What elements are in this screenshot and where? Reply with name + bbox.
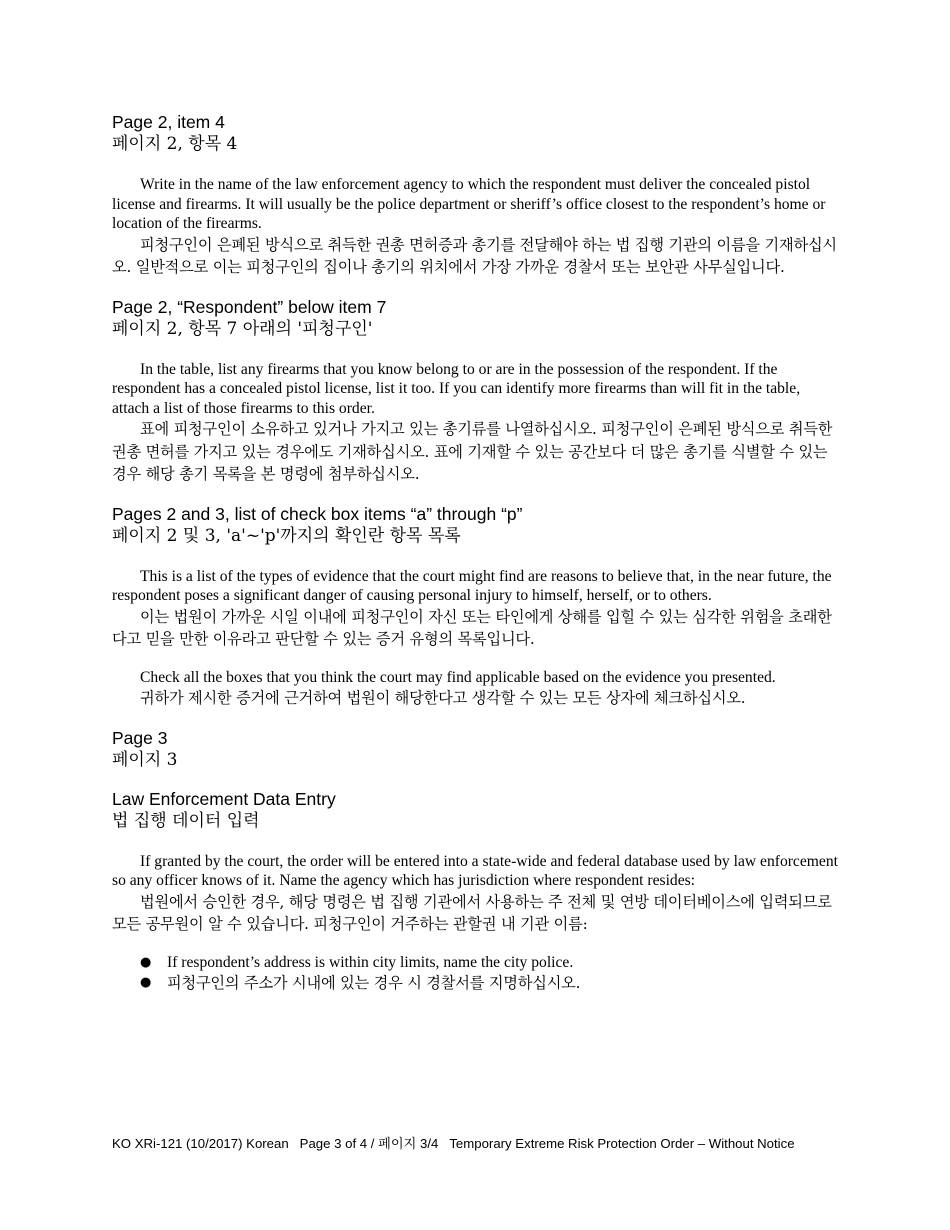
section-checkbox-items [112,504,840,710]
paragraph-en: If granted by the court, the order will be entered into a state-wide and federal database used by law enforcement so any officer knows of it. Name the agency which has jurisdiction where respondent resides: [112,852,838,889]
paragraph-en: In the table, list any firearms that you know belong to or are in the possession of the respondent. If the respondent has a concealed pistol license, list it too. If you can identify more firearms than will fit in the table, attach a list of those firearms to this order. [112,360,801,417]
heading-en: Page 2, item 4 [112,112,225,132]
heading-ko: 페이지 2, 항목 7 아래의 '피청구인' [112,318,373,339]
heading-ko: 페이지 2 및 3, 'a'~'p'까지의 확인란 항목 목록 [112,525,461,546]
heading-ko: 페이지 2, 항목 4 [112,134,238,154]
heading-en: Page 3 [112,727,168,748]
bullet-list [112,953,840,995]
paragraph-en: Check all the boxes that you think the court may find applicable based on the evidence you presented. [140,668,776,686]
page-footer [112,1133,840,1152]
paragraph-ko: 표에 피청구인이 소유하고 있거나 가지고 있는 총기류를 나열하십시오. 피청구인이 은폐된 방식으로 취득한 권총 면허를 가지고 있는 경우에도 기재하십시오. 표에 기재할 수 있는 공간보다 더 많은 총기를 식별할 수 있는 경우 해당 총기 목록을 본 명령에 첨부하십시오. [112,420,833,483]
section-law-enforcement [112,789,840,995]
heading-ko: 페이지 3 [112,749,178,770]
heading-en: Pages 2 and 3, list of check box items “a” through “p” [112,503,523,524]
list-item [112,972,840,995]
list-item-text: If respondent’s address is within city limits, name the city police. [167,953,574,971]
paragraph-ko: 귀하가 제시한 증거에 근거하여 법원이 해당한다고 생각할 수 있는 모든 상자에 체크하십시오. [140,689,746,707]
paragraph-ko: 법원에서 승인한 경우, 해당 명령은 법 집행 기관에서 사용하는 주 전체 및 연방 데이터베이스에 입력되므로 모든 공무원이 알 수 있습니다. 피청구인이 거주하는 관할권 내 기관 이름: [112,892,832,933]
paragraph-en: This is a list of the types of evidence that the court might find are reasons to believe that, in the near future, the respondent poses a significant danger of causing personal injury to himself, herself, or to others. [112,567,832,604]
footer-page-number: Page 3 of 4 / 페이지 3/4 [299,1136,439,1151]
section-page3 [112,728,840,771]
footer-form-id: KO XRi-121 (10/2017) Korean [112,1136,289,1151]
paragraph-ko: 이는 법원이 가까운 시일 이내에 피청구인이 자신 또는 타인에게 상해를 입힐 수 있는 심각한 위험을 초래한다고 믿을 만한 이유라고 판단할 수 있는 증거 유형의 목록입니다. [112,607,832,648]
footer-title: Temporary Extreme Risk Protection Order – Without Notice [449,1136,795,1151]
paragraph-en: Write in the name of the law enforcement agency to which the respondent must deliver the concealed pistol license and firearms. It will usually be the police department or sheriff’s office closest to the respondent’s home or location of the firearms. [112,176,826,232]
list-item [112,953,840,973]
list-item-text: 피청구인의 주소가 시내에 있는 경우 시 경찰서를 지명하십시오. [167,974,581,992]
section-page2-item4 [112,112,840,279]
bullet-icon: ● [140,954,152,970]
heading-en: Law Enforcement Data Entry [112,788,336,809]
bullet-icon: ● [140,975,152,990]
section-page2-respondent [112,297,840,486]
document-body [112,112,840,995]
heading-ko: 법 집행 데이터 입력 [112,810,260,831]
heading-en: Page 2, “Respondent” below item 7 [112,296,387,317]
paragraph-ko: 피청구인이 은폐된 방식으로 취득한 권총 면허증과 총기를 전달해야 하는 법 집행 기관의 이름을 기재하십시오. 일반적으로 이는 피청구인의 집이나 총기의 위치에서 가장 가까운 경찰서 또는 보안관 사무실입니다. [112,235,837,276]
